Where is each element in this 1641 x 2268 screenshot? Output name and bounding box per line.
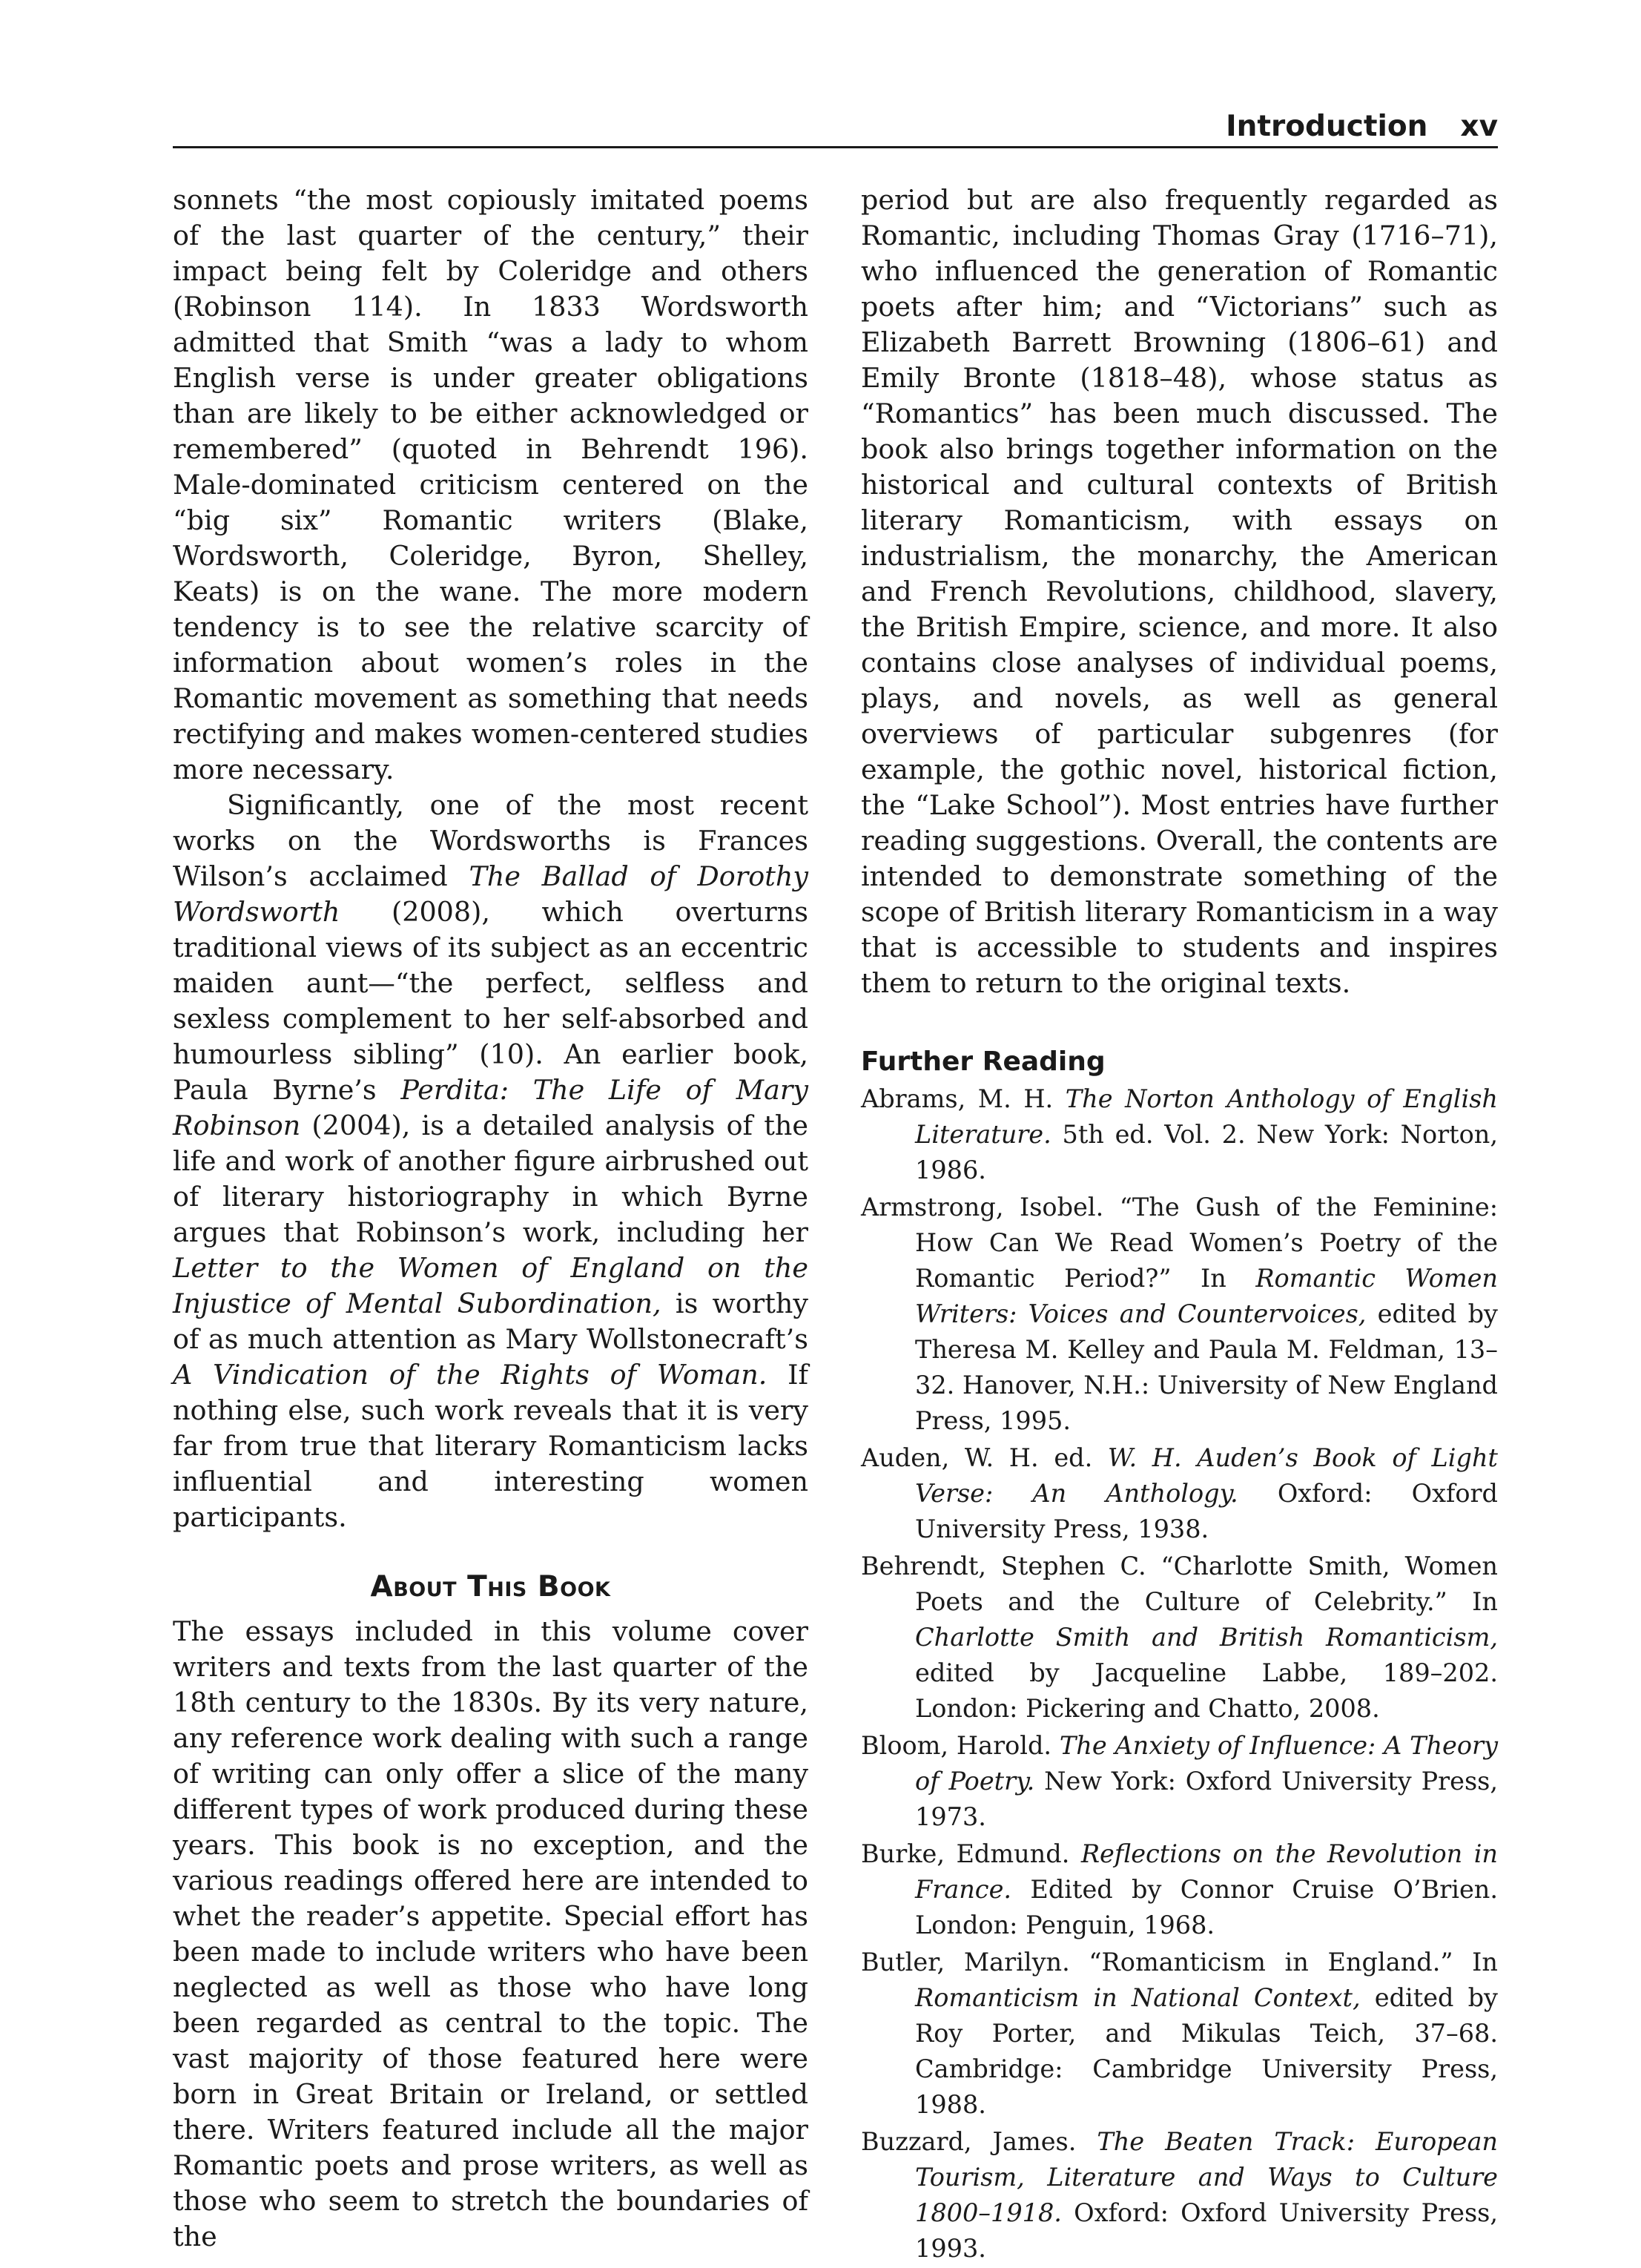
body-paragraph: period but are also frequently regarded as Romantic, including Thomas Gray (1716–71), who influenced the generation of Romantic poets after him; and “Victorians” such as Elizabeth Barrett Browning (1806–61) and Emily Bronte (1818–48), whose status as “Romantics” has been much discussed. The book also brings together information on the historical and cultural contexts of British literary Romanticism, with essays on industrialism, the monarchy, the American and French Revolutions, childhood, slavery, the British Empire, science, and more. It also contains close analyses of individual poems, plays, and novels, as well as general overviews of particular subgenres (for example, the gothic novel, historical fiction, the “Lake School”). Most entries have further reading suggestions. Overall, the contents are intended to demonstrate something of the scope of British literary Romanticism in a way that is accessible to students and inspires them to return to the original texts. (861, 184, 1498, 999)
reference-entry: Bloom, Harold. The Anxiety of Influence: A Theory of Poetry. New York: Oxford University Press, 1973. (861, 1731, 1498, 1831)
further-reading-heading: Further Reading (861, 1046, 1106, 1077)
reference-entry: Abrams, M. H. The Norton Anthology of English Literature. 5th ed. Vol. 2. New York: Norton, 1986. (861, 1084, 1498, 1184)
page-number: xv (1460, 110, 1498, 143)
reference-list (861, 1081, 1498, 2267)
reference-entry: Behrendt, Stephen C. “Charlotte Smith, Women Poets and the Culture of Celebrity.” In Charlotte Smith and British Romanticism, edited by Jacqueline Labbe, 189–202. London: Pickering and Chatto, 2008. (861, 1552, 1498, 1723)
left-column (173, 182, 808, 2255)
header-section-title: Introduction (1226, 110, 1428, 143)
body-paragraph: Significantly, one of the most recent works on the Wordsworths is Frances Wilson’s acclaimed The Ballad of Dorothy Wordsworth (2008), which overturns traditional views of its subject as an eccentric maiden aunt—“the perfect, selfless and sexless complement to her self-absorbed and humourless sibling” (10). An earlier book, Paula Byrne’s Perdita: The Life of Mary Robinson (2004), is a detailed analysis of the life and work of another figure airbrushed out of literary historiography in which Byrne argues that Robinson’s work, including her Letter to the Women of England on the Injustice of Mental Subordination, is worthy of as much attention as Mary Wollstonecraft’s A Vindication of the Rights of Woman. If nothing else, such work reveals that it is very far from true that literary Romanticism lacks influential and interesting women participants. (173, 789, 808, 1533)
running-header (173, 108, 1498, 148)
reference-entry: Butler, Marilyn. “Romanticism in England.” In Romanticism in National Context, edited by Roy Porter, and Mikulas Teich, 37–68. Cambridge: Cambridge University Press, 1988. (861, 1948, 1498, 2119)
right-column (861, 182, 1498, 2268)
body-paragraph: The essays included in this volume cover writers and texts from the last quarter of the 18th century to the 1830s. By its very nature, any reference work dealing with such a range of writing can only offer a slice of the many different types of work produced during these years. This book is no exception, and the various readings offered here are intended to whet the reader’s appetite. Special effort has been made to include writers who have been neglected as well as those who have long been regarded as central to the topic. The vast majority of those featured here were born in Great Britain or Ireland, or settled there. Writers featured include all the major Romantic poets and prose writers, as well as those who seem to stretch the boundaries of the (173, 1615, 808, 2252)
reference-entry: Buzzard, James. The Beaten Track: European Tourism, Literature and Ways to Culture 1800–1918. Oxford: Oxford University Press, 1993. (861, 2127, 1499, 2263)
reference-entry: Auden, W. H. ed. W. H. Auden’s Book of Light Verse: An Anthology. Oxford: Oxford University Press, 1938. (861, 1443, 1498, 1543)
section-heading: About This Book (370, 1570, 611, 1603)
reference-entry: Armstrong, Isobel. “The Gush of the Feminine: How Can We Read Women’s Poetry of the Romantic Period?” In Romantic Women Writers: Voices and Countervoices, edited by Theresa M. Kelley and Paula M. Feldman, 13–32. Hanover, N.H.: University of New England Press, 1995. (861, 1193, 1498, 1435)
reference-entry: Burke, Edmund. Reflections on the Revolution in France. Edited by Connor Cruise O’Brien. London: Penguin, 1968. (861, 1839, 1498, 1939)
body-paragraph: sonnets “the most copiously imitated poems of the last quarter of the century,” their impact being felt by Coleridge and others (Robinson 114). In 1833 Wordsworth admitted that Smith “was a lady to whom English verse is under greater obligations than are likely to be either acknowledged or remembered” (quoted in Behrendt 196). Male-dominated criticism centered on the “big six” Romantic writers (Blake, Wordsworth, Coleridge, Byron, Shelley, Keats) is on the wane. The more modern tendency is to see the relative scarcity of information about women’s roles in the Romantic movement as something that needs rectifying and makes women-centered studies more necessary. (173, 184, 808, 785)
